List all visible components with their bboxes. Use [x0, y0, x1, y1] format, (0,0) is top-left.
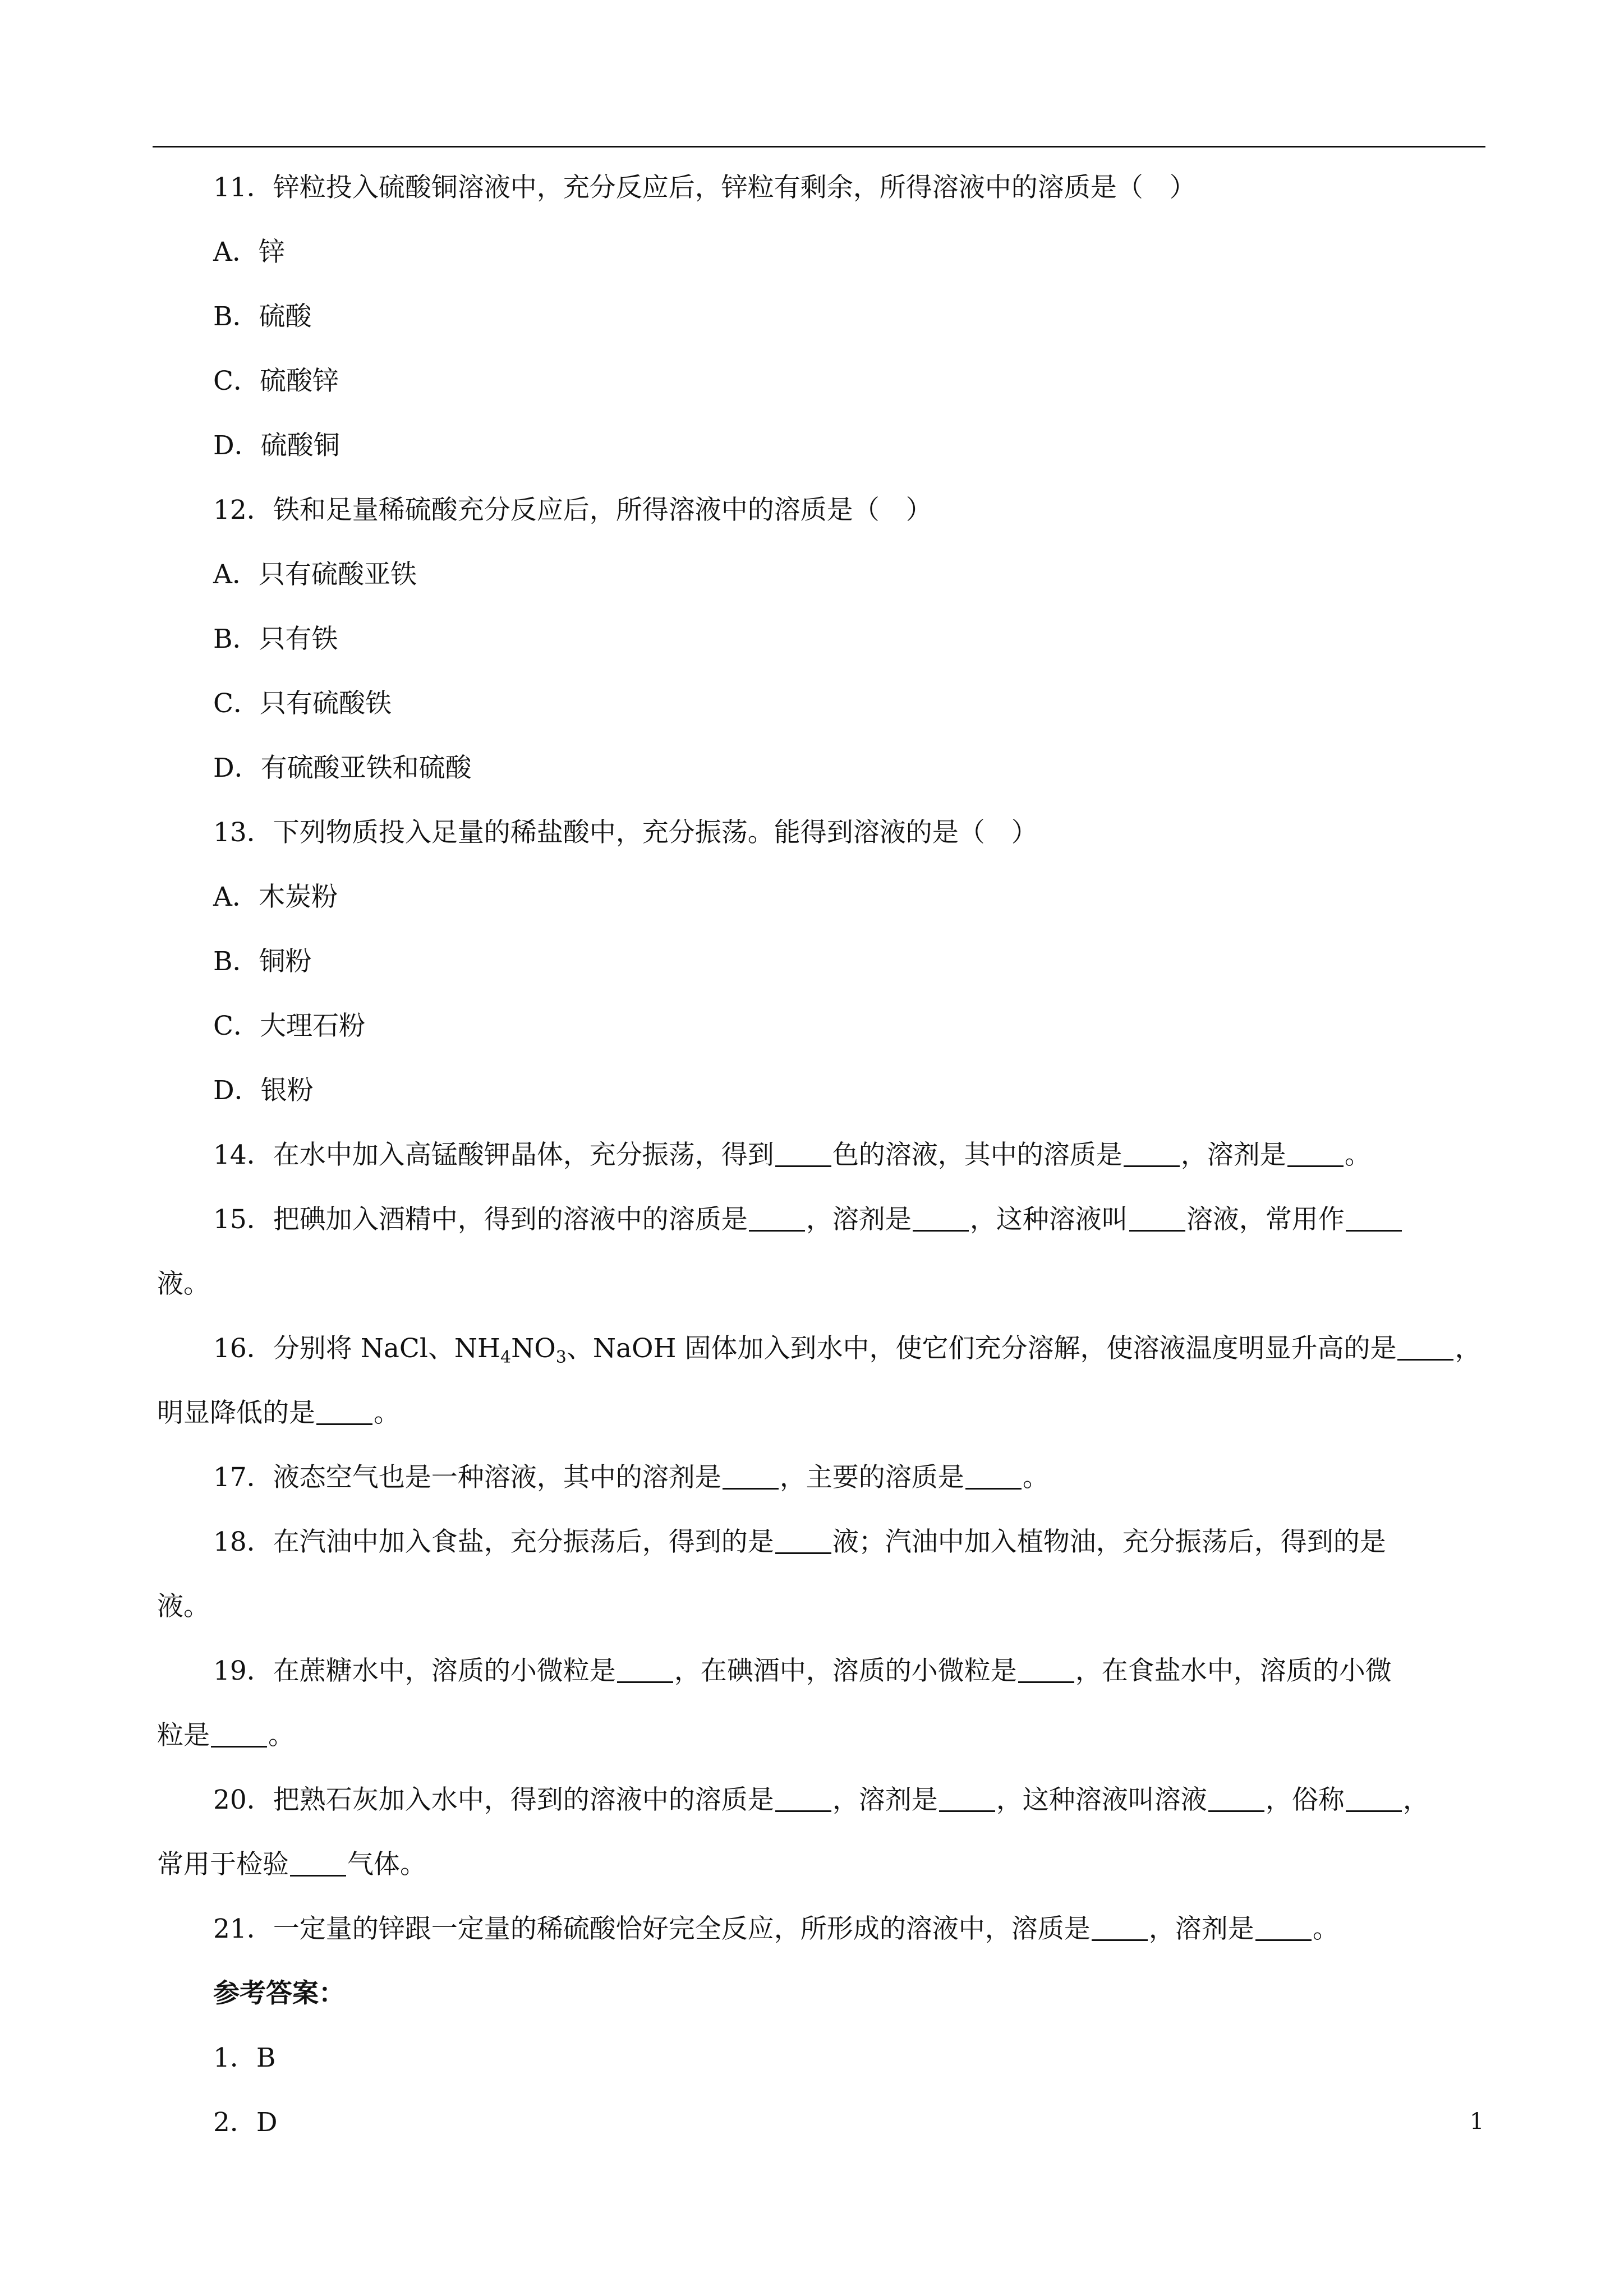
q19-text-2: ，在碘酒中，溶质的小微粒是 — [674, 1656, 1017, 1686]
question-21 — [213, 1912, 1339, 1946]
q18-text-1: 18．在汽油中加入食盐，充分振荡后，得到的是 — [213, 1527, 774, 1557]
answer-blank[interactable] — [1018, 1657, 1074, 1683]
answer-blank[interactable] — [1129, 1205, 1185, 1232]
question-12-option-c: C．只有硫酸铁 — [213, 688, 392, 719]
question-20-line-2 — [157, 1848, 426, 1882]
q19-text-4: 粒是 — [157, 1720, 210, 1751]
question-12-option-d: D．有硫酸亚铁和硫酸 — [213, 753, 472, 783]
answer-item: 1．B — [213, 2043, 276, 2073]
q19-text-3: ，在食盐水中，溶质的小微 — [1075, 1656, 1392, 1686]
q20-text-4: ，俗称 — [1265, 1785, 1345, 1815]
q20-text-6: 常用于检验 — [157, 1849, 289, 1880]
header-rule — [153, 146, 1485, 147]
answer-blank[interactable] — [775, 1141, 831, 1167]
q16-text-3: 、NaOH 固体加入到水中，使它们充分溶解，使溶液温度明显升高的是 — [566, 1333, 1397, 1364]
q14-text-2: 色的溶液，其中的溶质是 — [832, 1140, 1122, 1170]
q19-text-5: 。 — [268, 1720, 295, 1751]
q20-text-7: 气体。 — [347, 1849, 426, 1880]
q16-text-6: 。 — [374, 1398, 400, 1428]
question-15-line-2: 液。 — [157, 1269, 210, 1299]
q21-text-3: 。 — [1312, 1914, 1339, 1944]
question-18-line-1 — [213, 1525, 1386, 1559]
question-16-line-1 — [213, 1332, 1481, 1366]
q16-text-5: 明显降低的是 — [157, 1398, 315, 1428]
q16-text-2: NO — [511, 1333, 556, 1364]
q15-text-4: 溶液，常用作 — [1186, 1204, 1345, 1235]
question-13-stem: 13．下列物质投入足量的稀盐酸中，充分振荡。能得到溶液的是（ ） — [213, 817, 1038, 848]
answer-blank[interactable] — [749, 1205, 805, 1232]
answer-blank[interactable] — [1255, 1915, 1312, 1941]
question-13-option-c: C．大理石粉 — [213, 1011, 365, 1041]
q18-text-2: 液；汽油中加入植物油，充分振荡后，得到的是 — [832, 1527, 1386, 1557]
question-11-stem: 11．锌粒投入硫酸铜溶液中，充分反应后，锌粒有剩余，所得溶液中的溶质是（ ） — [213, 172, 1196, 203]
q19-text-1: 19．在蔗糖水中，溶质的小微粒是 — [213, 1656, 616, 1686]
question-20-line-1 — [213, 1783, 1429, 1817]
q15-text-2: ，溶剂是 — [806, 1204, 912, 1235]
answer-blank[interactable] — [1346, 1786, 1402, 1812]
q17-text-2: ，主要的溶质是 — [779, 1462, 964, 1493]
answer-blank[interactable] — [1287, 1141, 1344, 1167]
question-11-option-a: A．锌 — [213, 237, 285, 268]
answer-blank[interactable] — [1346, 1205, 1402, 1232]
question-19-line-1 — [213, 1654, 1392, 1688]
question-13-option-d: D．银粉 — [213, 1075, 314, 1106]
question-14 — [213, 1138, 1371, 1172]
answer-blank[interactable] — [1092, 1915, 1148, 1941]
answer-blank[interactable] — [1208, 1786, 1264, 1812]
q21-text-2: ，溶剂是 — [1148, 1914, 1254, 1944]
question-11-option-b: B．硫酸 — [213, 301, 312, 332]
question-17 — [213, 1461, 1049, 1495]
question-13-option-a: A．木炭粉 — [213, 882, 338, 912]
question-15-line-1 — [213, 1203, 1403, 1237]
q16-subscript-3: 3 — [555, 1348, 567, 1367]
question-11-option-c: C．硫酸锌 — [213, 366, 339, 397]
answers-title: 参考答案： — [213, 1978, 345, 2009]
q14-text-3: ，溶剂是 — [1180, 1140, 1286, 1170]
answer-blank[interactable] — [775, 1786, 831, 1812]
answer-blank[interactable] — [1124, 1141, 1180, 1167]
answer-blank[interactable] — [316, 1399, 372, 1425]
q16-text-4: ， — [1455, 1333, 1482, 1364]
answer-item: 2．D — [213, 2107, 278, 2138]
answer-blank[interactable] — [775, 1528, 831, 1554]
question-12-option-a: A．只有硫酸亚铁 — [213, 559, 417, 590]
answer-blank[interactable] — [211, 1721, 267, 1748]
answer-blank[interactable] — [1397, 1334, 1453, 1361]
answer-blank[interactable] — [939, 1786, 995, 1812]
q14-text-4: 。 — [1344, 1140, 1371, 1170]
answer-blank[interactable] — [723, 1463, 779, 1490]
q20-text-1: 20．把熟石灰加入水中，得到的溶液中的溶质是 — [213, 1785, 774, 1815]
answer-blank[interactable] — [965, 1463, 1022, 1490]
q16-text-1: 16．分别将 NaCl、NH — [213, 1333, 500, 1364]
question-11-option-d: D．硫酸铜 — [213, 430, 340, 461]
q17-text-1: 17．液态空气也是一种溶液，其中的溶剂是 — [213, 1462, 721, 1493]
question-16-line-2 — [157, 1396, 400, 1430]
q17-text-3: 。 — [1022, 1462, 1049, 1493]
q20-text-3: ，这种溶液叫溶液 — [996, 1785, 1207, 1815]
q15-text-1: 15．把碘加入酒精中，得到的溶液中的溶质是 — [213, 1204, 748, 1235]
q20-text-5: ， — [1402, 1785, 1429, 1815]
q14-text-1: 14．在水中加入高锰酸钾晶体，充分振荡，得到 — [213, 1140, 774, 1170]
question-12-option-b: B．只有铁 — [213, 624, 338, 654]
q16-subscript-4: 4 — [500, 1348, 512, 1367]
question-13-option-b: B．铜粉 — [213, 946, 312, 977]
answer-blank[interactable] — [913, 1205, 969, 1232]
question-18-line-2: 液。 — [157, 1591, 210, 1622]
question-12-stem: 12．铁和足量稀硫酸充分反应后，所得溶液中的溶质是（ ） — [213, 495, 932, 525]
q21-text-1: 21．一定量的锌跟一定量的稀硫酸恰好完全反应，所形成的溶液中，溶质是 — [213, 1914, 1091, 1944]
q15-text-3: ，这种溶液叫 — [969, 1204, 1128, 1235]
answer-blank[interactable] — [617, 1657, 673, 1683]
page-number: 1 — [1470, 2109, 1484, 2134]
question-19-line-2 — [157, 1719, 295, 1753]
q20-text-2: ，溶剂是 — [832, 1785, 938, 1815]
answer-blank[interactable] — [290, 1850, 346, 1877]
